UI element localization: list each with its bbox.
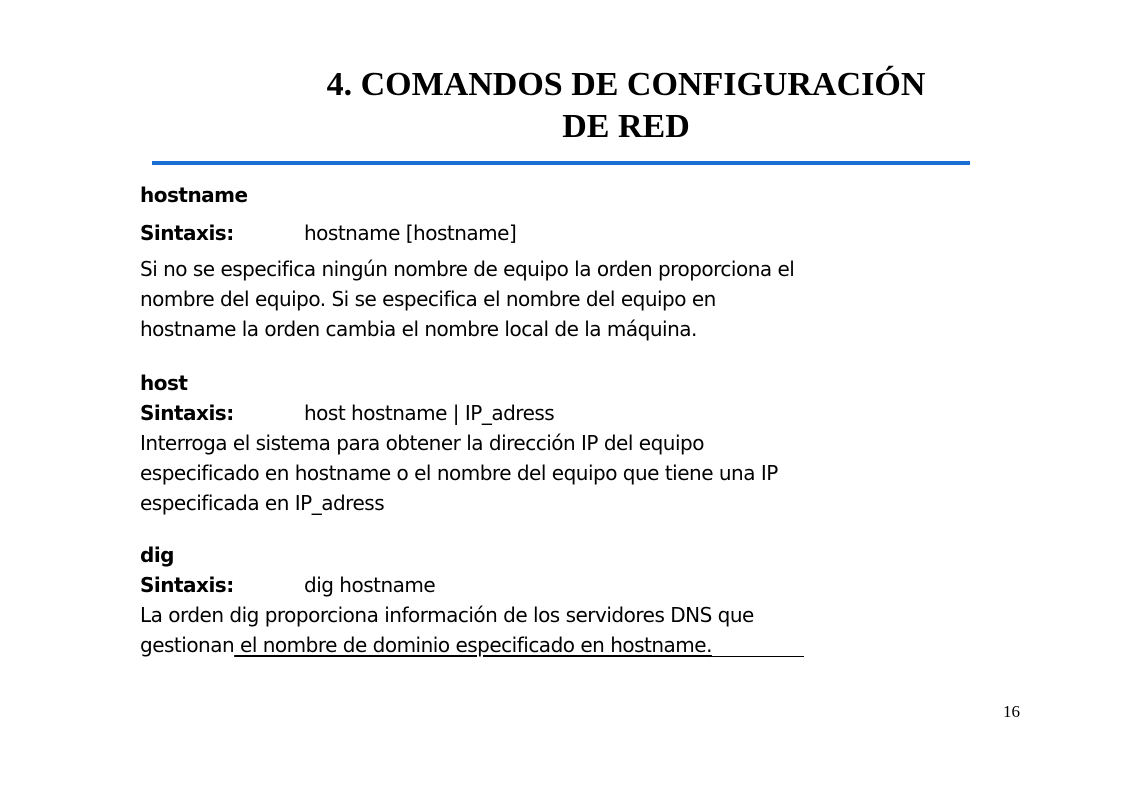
syntax-text: dig hostname <box>304 573 436 597</box>
syntax-line <box>140 218 1000 248</box>
command-name: host <box>140 371 188 395</box>
syntax-text: hostname [hostname] <box>304 221 517 245</box>
page-title <box>150 64 1102 148</box>
description-line: Interroga el sistema para obtener la dirección IP del equipo <box>140 431 704 455</box>
command-name: dig <box>140 543 174 567</box>
syntax-text: host hostname | IP_adress <box>304 401 555 425</box>
syntax-label: Sintaxis: <box>140 573 234 597</box>
description-text: gestionan <box>140 633 235 657</box>
section-hostname <box>140 180 1000 344</box>
description-line <box>140 630 1000 660</box>
description-line: La orden dig proporciona información de los servidores DNS que <box>140 603 754 627</box>
slide-content <box>140 180 1000 660</box>
underline-rule <box>712 656 804 657</box>
section-dig <box>140 540 1000 660</box>
description-line: especificado en hostname o el nombre del equipo que tiene una IP <box>140 461 778 485</box>
syntax-line <box>140 570 1000 600</box>
description-line: especificada en IP_adress <box>140 491 385 515</box>
page-number: 16 <box>1003 702 1020 721</box>
description-line: Si no se especifica ningún nombre de equipo la orden proporciona el <box>140 257 795 281</box>
description-line: nombre del equipo. Si se especifica el nombre del equipo en <box>140 287 716 311</box>
title-divider <box>152 161 970 165</box>
page-title-line-1: 4. COMANDOS DE CONFIGURACIÓN <box>326 66 926 103</box>
description-underlined-text: el nombre de dominio especificado en hostname. <box>234 633 712 657</box>
section-host <box>140 368 1000 518</box>
command-name: hostname <box>140 183 248 207</box>
syntax-label: Sintaxis: <box>140 221 234 245</box>
description-line: hostname la orden cambia el nombre local de la máquina. <box>140 317 697 341</box>
syntax-line <box>140 398 1000 428</box>
page-title-line-2: DE RED <box>562 108 690 145</box>
syntax-label: Sintaxis: <box>140 401 234 425</box>
